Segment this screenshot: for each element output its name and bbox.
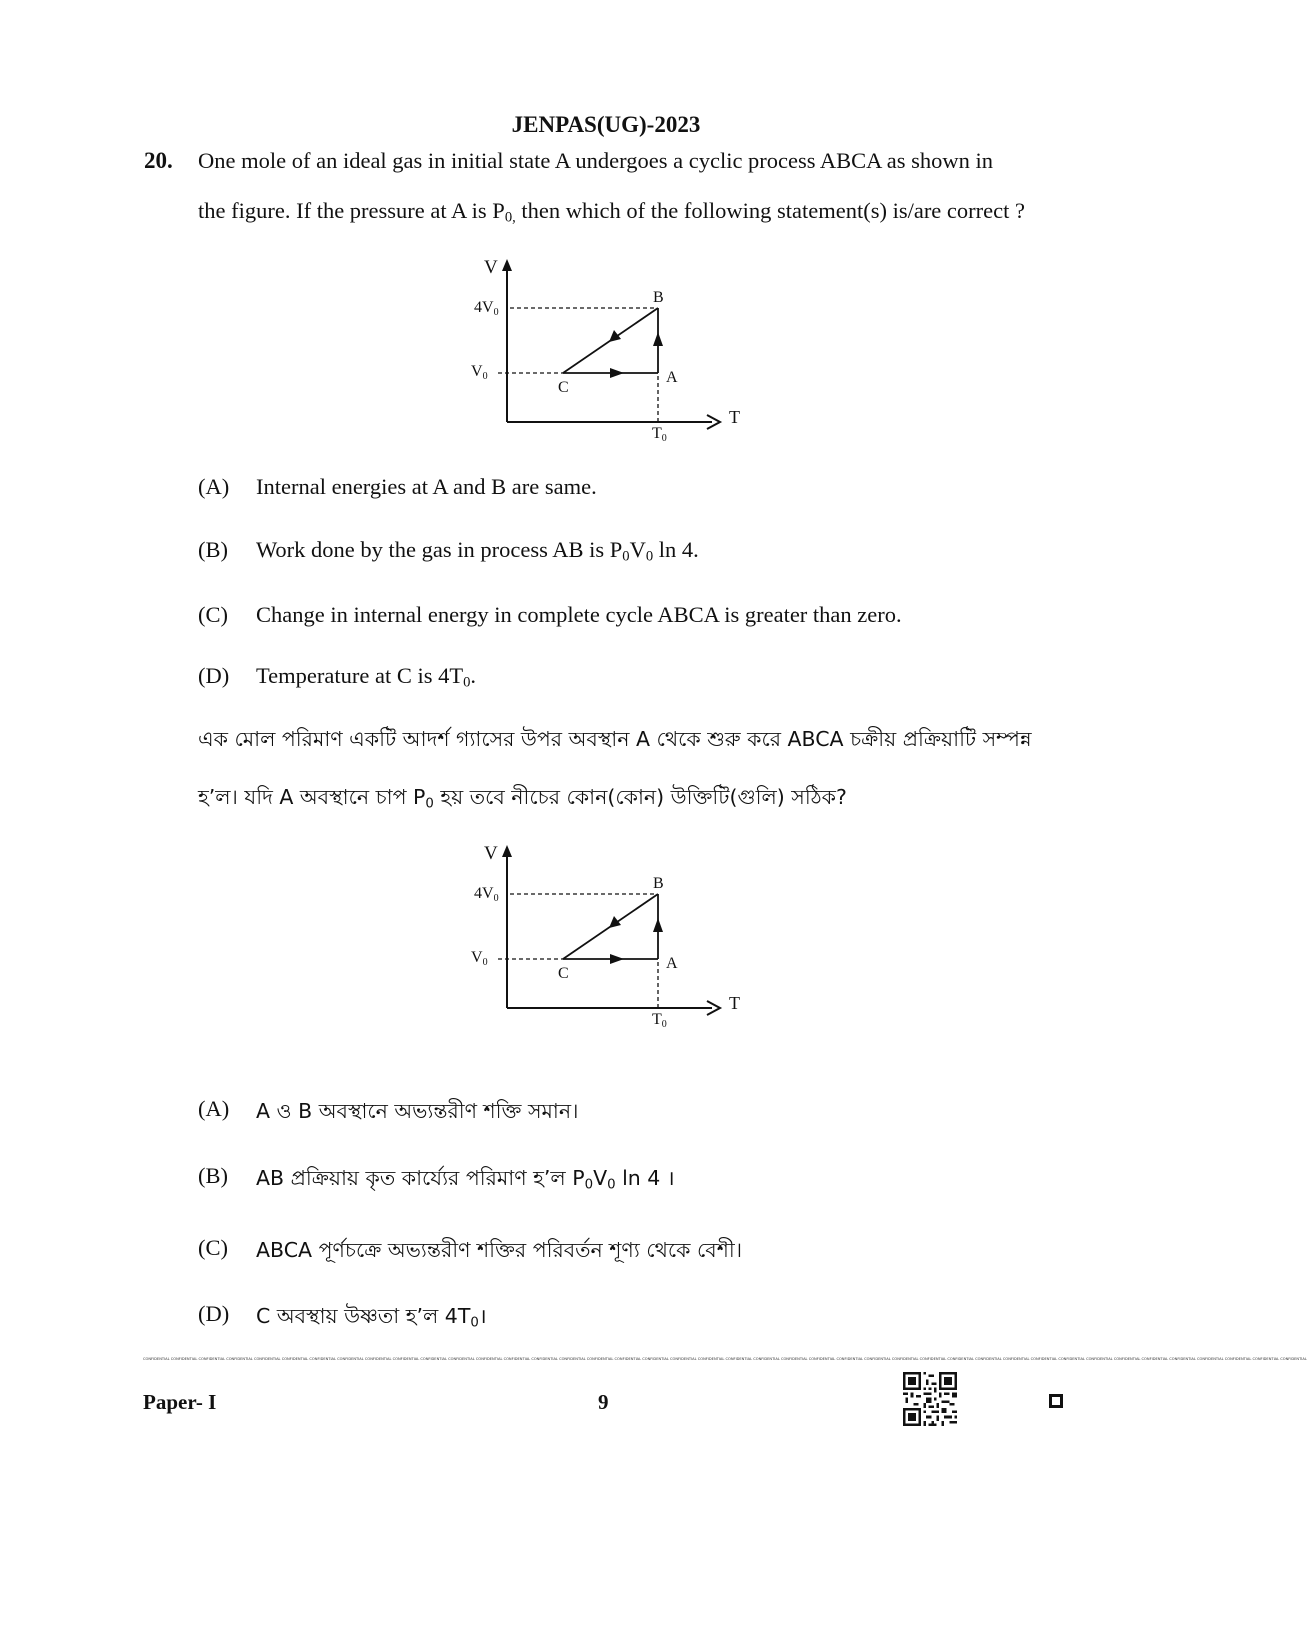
bengali-option-a-text: A ও B অবস্থানে অভ্যন্তরীণ শক্তি সমান। [256,1099,579,1123]
question-bengali-line-2: হ’ল। যদি A অবস্থানে চাপ $P_0$ হয় তবে নীচের কোন(কোন) উক্তিটি(গুলি) সঠিক? [198,785,847,812]
v-low-label: V0 [471,949,488,968]
t0-tick-label: T0 [652,425,667,444]
option-a-text: Internal energies at A and B are same. [256,474,597,499]
option-d-letter: (D) [198,663,230,688]
point-c-label: C [558,379,569,396]
footer-paper-label: Paper- I [143,1390,217,1414]
question-number: 20. [144,148,173,173]
x-axis-label: T [729,993,740,1013]
confidential-strip: CONFIDENTIAL CONFIDENTIAL CONFIDENTIAL CONFIDENTIAL CONFIDENTIAL CONFIDENTIAL CONFIDENTIAL CONFIDENTIAL CONFIDENTIAL CONFIDENTIAL CONFIDENTIAL CONFIDENTIAL CONFIDENTIAL CONFIDENTIAL CONFIDENTIAL CONFIDENTIAL CONFIDENTIAL CONFIDENTIAL CONFIDENTIAL CONFIDENTIAL CONFIDENTIAL CONFIDENTIAL CONFIDENTIAL CONFIDENTIAL CONFIDENTIAL CONFIDENTIAL CONFIDENTIAL CONFIDENTIAL CONFIDENTIAL CONFIDENTIAL CONFIDENTIAL CONFIDENTIAL CONFIDENTIAL CONFIDENTIAL CONFIDENTIAL CONFIDENTIAL CONFIDENTIAL CONFIDENTIAL CONFIDENTIAL CONFIDENTIAL CONFIDENTIAL CONFIDENTIAL [143,1357,1307,1361]
bengali-option-c-letter: (C) [198,1235,228,1260]
point-c-label: C [558,965,569,982]
cyclic-process-figure-english [450,250,750,450]
y-axis-label: V [484,257,498,278]
v-high-label: 4V0 [474,299,499,318]
footer-page-number: 9 [598,1390,609,1414]
option-b-letter: (B) [198,537,228,562]
arrow-ab-icon [653,332,663,346]
arrow-ca-icon [610,368,624,378]
arrow-bc-icon [609,330,621,342]
arrow-bc-icon [609,916,621,928]
bengali-option-b-text: AB প্রক্রিয়ায় কৃত কার্য্যের পরিমাণ হ’ল $P_0V_0$ ln 4 । [256,1166,675,1193]
point-b-label: B [653,289,664,306]
square-marker-icon [1049,1394,1063,1408]
bengali-option-d-text: C অবস্থায় উষ্ণতা হ’ল $4T_0।$ [256,1304,487,1331]
point-a-label: A [666,369,678,386]
option-c-text: Change in internal energy in complete cycle ABCA is greater than zero. [256,602,902,627]
bengali-option-d-letter: (D) [198,1301,230,1326]
option-b-text: Work done by the gas in process AB is $P_0V_0$ ln 4. [256,537,699,565]
question-bengali-line-1: এক মোল পরিমাণ একটি আদর্শ গ্যাসের উপর অবস্থান A থেকে শুরু করে ABCA চক্রীয় প্রক্রিয়াটি সম্পন্ন [198,727,1032,751]
arrow-ab-icon [653,918,663,932]
option-d-text: Temperature at C is $4T_0$. [256,663,477,691]
arrow-ca-icon [610,954,624,964]
bengali-option-c-text: ABCA পূর্ণচক্রে অভ্যন্তরীণ শক্তির পরিবর্তন শূণ্য থেকে বেশী। [256,1238,743,1262]
page-header-title: JENPAS(UG)-2023 [511,112,701,137]
option-c-letter: (C) [198,602,228,627]
bengali-option-b-letter: (B) [198,1163,228,1188]
v-axis-arrow-icon [502,845,512,857]
cyclic-process-figure-bengali [450,836,750,1036]
y-axis-label: V [484,843,498,864]
v-high-label: 4V0 [474,885,499,904]
question-english-line-2: the figure. If the pressure at A is $P_{0,}$ then which of the following statement(s) is/are correct ? [198,198,1025,226]
vt-diagram [471,843,740,1030]
qr-code-icon [903,1372,957,1426]
v-low-label: V0 [471,363,488,382]
option-a-letter: (A) [198,474,230,499]
question-english-line-1: One mole of an ideal gas in initial state A undergoes a cyclic process ABCA as shown in [198,148,994,173]
bengali-option-a-letter: (A) [198,1096,230,1121]
point-b-label: B [653,875,664,892]
vt-diagram [471,257,740,444]
x-axis-label: T [729,407,740,427]
point-a-label: A [666,955,678,972]
t0-tick-label: T0 [652,1011,667,1030]
v-axis-arrow-icon [502,259,512,271]
